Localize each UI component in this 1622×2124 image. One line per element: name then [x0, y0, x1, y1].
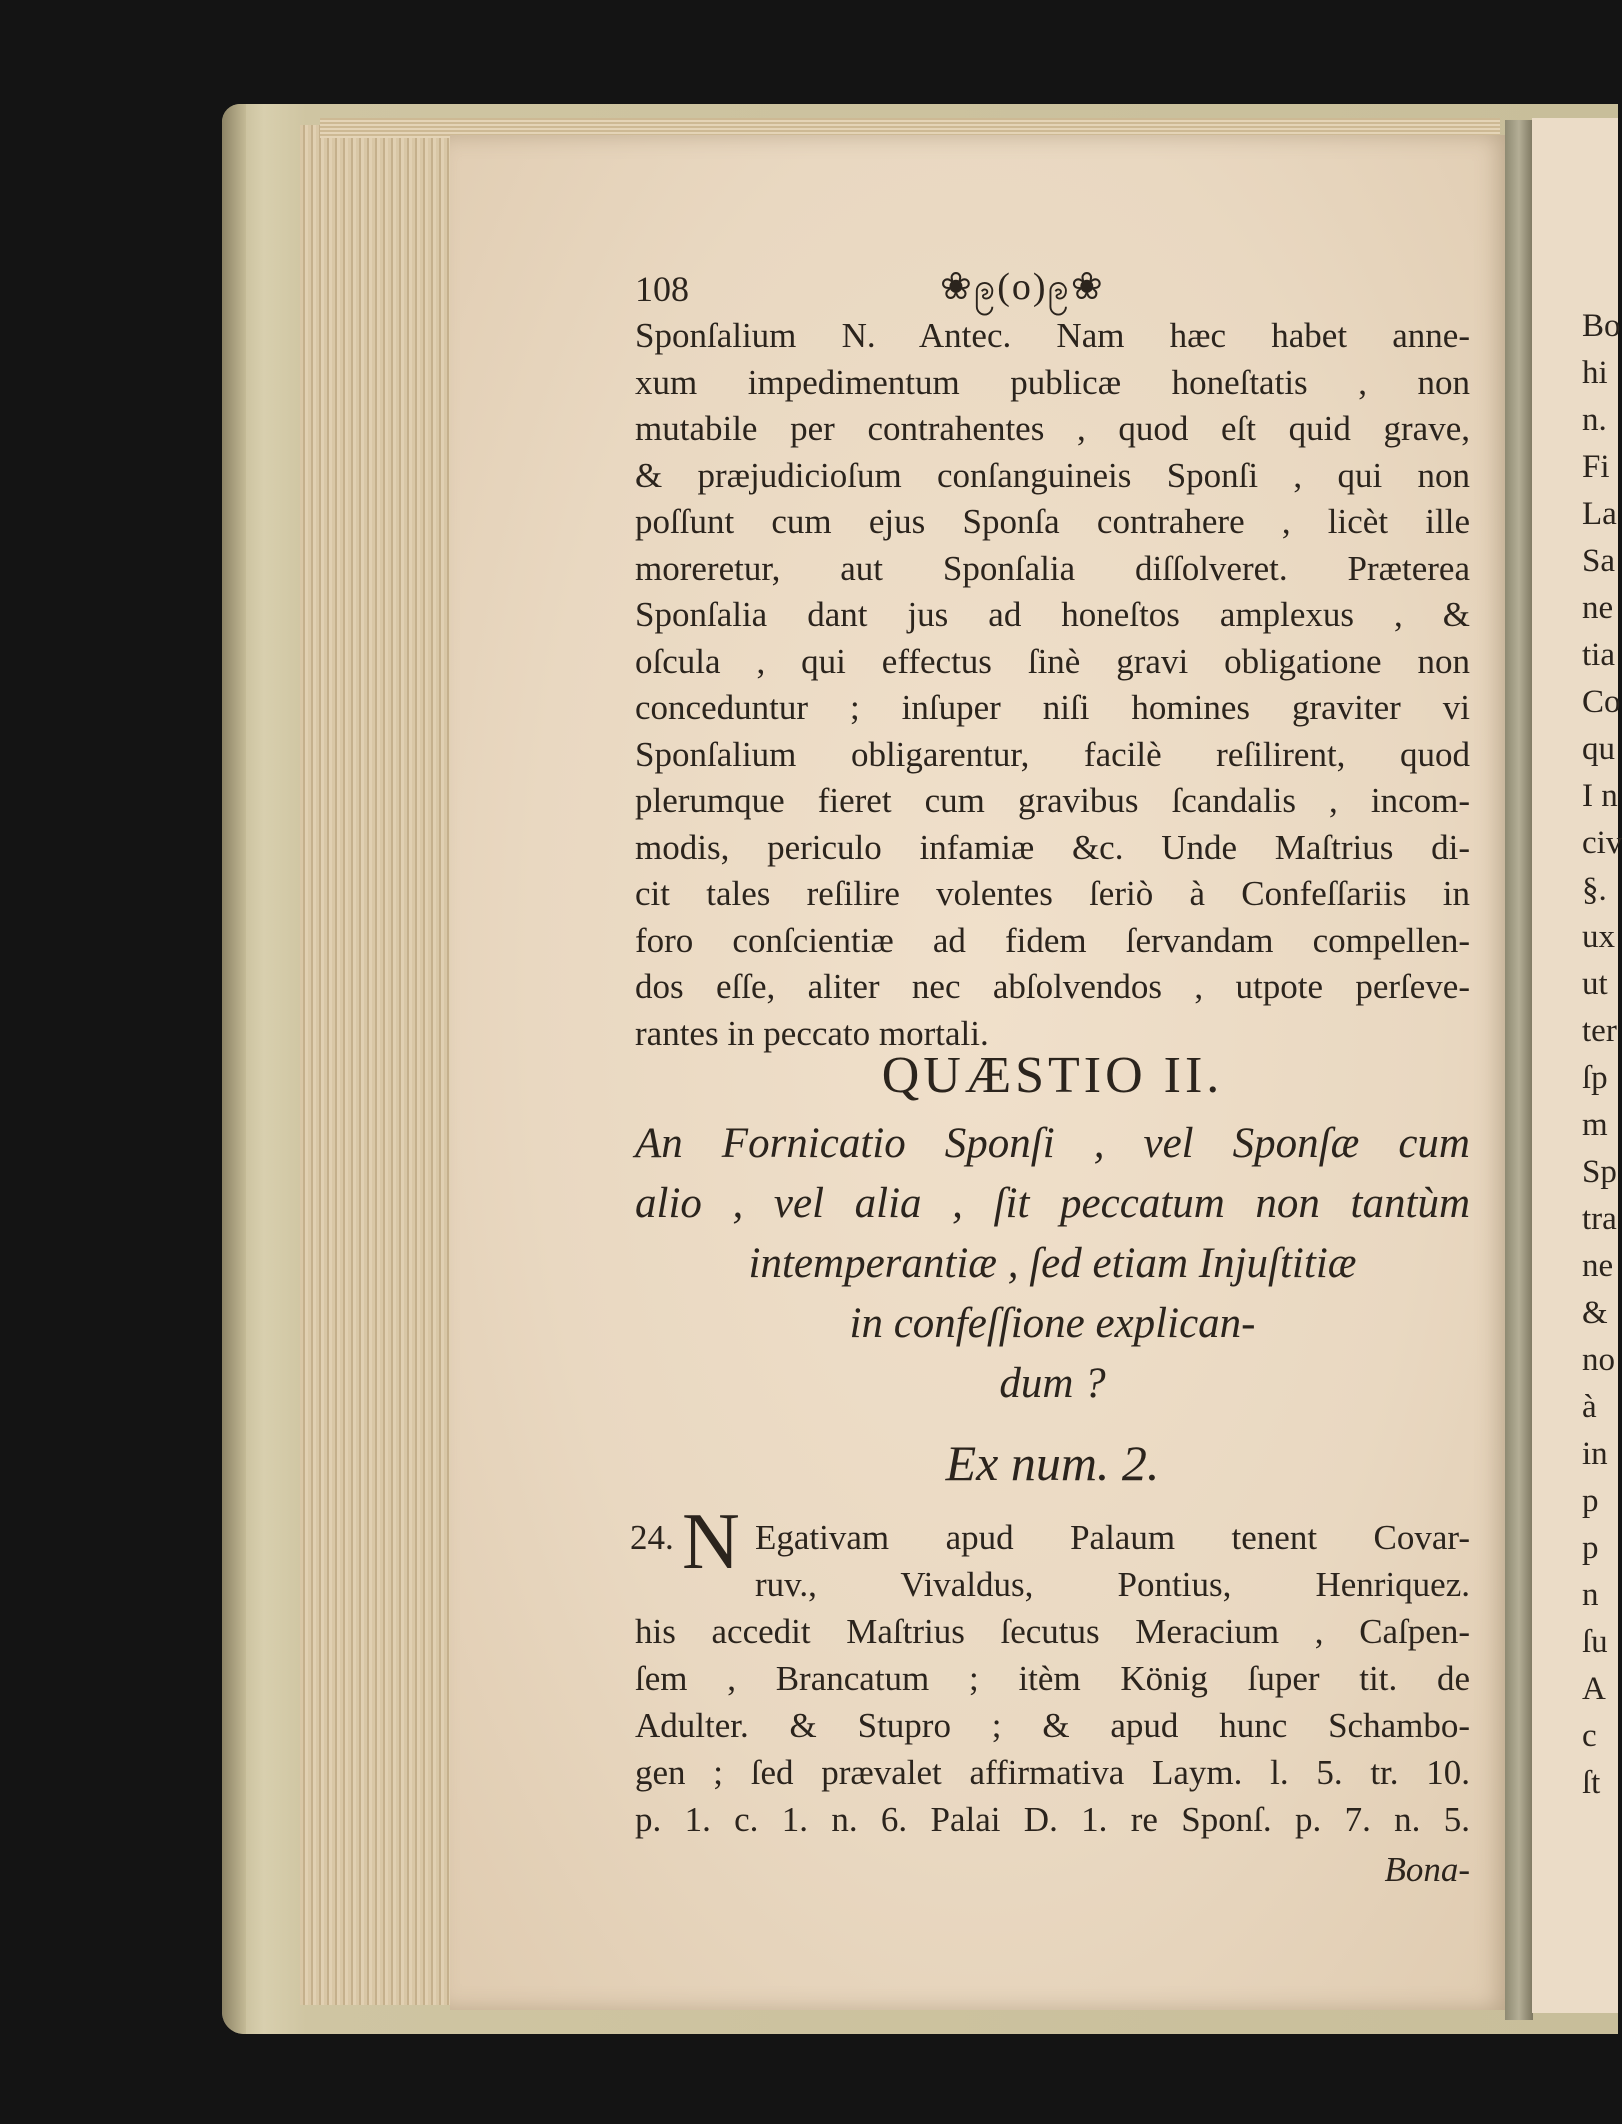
text-line: Sponſalium N. Antec. Nam hæc habet anne-: [635, 316, 1470, 355]
right-page-fragment: p: [1582, 1530, 1599, 1566]
right-page-fragment: n.: [1582, 402, 1607, 438]
text-line: Egativam apud Palaum tenent Covar-: [755, 1518, 1470, 1557]
question-heading: QUÆSTIO II.: [881, 1047, 1224, 1104]
text-line: foro conſcientiæ ad fidem ſervandam compellen-: [635, 920, 1470, 960]
book-gutter: [1505, 120, 1533, 2020]
text-line: oſcula , qui effectus ſinè gravi obligatione non: [635, 641, 1470, 681]
right-page-fragment: à: [1582, 1389, 1597, 1425]
text-line: ruv., Vivaldus, Pontius, Henriquez.: [755, 1565, 1470, 1604]
text-line: & præjudicioſum conſanguineis Sponſi , qui non: [635, 455, 1470, 495]
page-edges: [300, 125, 460, 2005]
text-line: Adulter. & Stupro ; & apud hunc Schambo-: [635, 1706, 1470, 1745]
right-page-fragment: civ: [1582, 825, 1622, 861]
right-page-fragment: ſp: [1582, 1060, 1608, 1096]
right-page-fragment: Bo: [1582, 308, 1621, 344]
text-line: mutabile per contrahentes , quod eſt quid grave,: [635, 409, 1470, 448]
right-page-fragment: c: [1582, 1718, 1597, 1754]
book-spine: [222, 104, 246, 2034]
right-page-fragment: &: [1582, 1295, 1608, 1331]
text-line: poſſunt cum ejus Sponſa contrahere , licèt ille: [635, 502, 1470, 541]
catchword: Bona-: [1384, 1850, 1470, 1889]
right-page-fragment: A: [1582, 1671, 1606, 1707]
text-line: gen ; ſed prævalet affirmativa Laym. l. 5. tr. 10.: [635, 1753, 1470, 1792]
right-page-fragment: ne: [1582, 590, 1614, 626]
text-line: ſem , Brancatum ; itèm König ſuper tit. de: [635, 1659, 1470, 1698]
subheading: Ex num. 2.: [945, 1435, 1160, 1491]
right-page-fragment: ux: [1582, 919, 1615, 955]
text-line: dos eſſe, aliter nec abſolvendos , utpote perſeve-: [635, 967, 1470, 1006]
page-number: 108: [635, 269, 689, 309]
right-page-fragment: n: [1582, 1577, 1599, 1613]
right-page-fragment: Fi: [1582, 449, 1610, 485]
right-page-fragment: ſt: [1582, 1765, 1601, 1801]
question-line: in confeſſione explican-: [849, 1300, 1256, 1347]
right-page-fragment: no: [1582, 1342, 1615, 1378]
right-page-fragment: m: [1582, 1107, 1608, 1143]
right-page-fragment: tia: [1582, 637, 1615, 673]
text-line: Sponſalium obligarentur, facilè reſilirent, quod: [635, 734, 1470, 774]
right-page-fragment: §.: [1582, 872, 1607, 908]
right-page-fragment: tra: [1582, 1201, 1617, 1237]
text-line: modis, periculo infamiæ &c. Unde Maſtrius di-: [635, 827, 1470, 867]
text-line: his accedit Maſtrius ſecutus Meracium , Caſpen-: [635, 1612, 1470, 1651]
paragraph-number: 24.: [630, 1518, 674, 1557]
text-line: conceduntur ; inſuper niſi homines graviter vi: [635, 688, 1470, 727]
text-line: moreretur, aut Sponſalia diſſolveret. Præterea: [635, 548, 1470, 588]
header-ornament: ❀ဨ(o)ဨ❀: [940, 266, 1105, 308]
right-page-fragment: La: [1582, 496, 1617, 532]
right-page-fragment: qu: [1582, 731, 1615, 767]
right-page-fragment: p: [1582, 1483, 1599, 1519]
drop-cap: N: [682, 1498, 740, 1586]
right-page-fragment: Sa: [1582, 543, 1615, 579]
text-line: rantes in peccato mortali.: [635, 1013, 989, 1053]
text-line: p. 1. c. 1. n. 6. Palai D. 1. re Sponſ. p. 7. n. 5.: [635, 1800, 1470, 1839]
question-line: alio , vel alia , ſit peccatum non tantùm: [635, 1180, 1470, 1227]
right-page-fragment: ſu: [1582, 1624, 1608, 1660]
right-page-fragment: ut: [1582, 966, 1608, 1002]
right-page-fragment: Sp: [1582, 1154, 1617, 1190]
question-line: dum ?: [999, 1360, 1106, 1407]
question-line: An Fornicatio Sponſi , vel Sponſæ cum: [635, 1120, 1470, 1167]
right-page-fragment: Co: [1582, 684, 1621, 720]
right-page-fragment: I n: [1582, 778, 1618, 814]
text-line: Sponſalia dant jus ad honeſtos amplexus , &: [635, 595, 1470, 634]
text-line: plerumque fieret cum gravibus ſcandalis , incom-: [635, 781, 1470, 820]
question-line: intemperantiæ , ſed etiam Injuſtitiæ: [748, 1240, 1357, 1287]
text-line: xum impedimentum publicæ honeſtatis , non: [635, 362, 1470, 402]
text-line: cit tales reſilire volentes ſeriò à Confeſſariis in: [635, 874, 1470, 913]
right-page-fragment: ter: [1582, 1013, 1617, 1049]
right-page-fragment: in: [1582, 1436, 1608, 1472]
right-page-fragment: hi: [1582, 355, 1608, 391]
right-page-fragment: ne: [1582, 1248, 1614, 1284]
